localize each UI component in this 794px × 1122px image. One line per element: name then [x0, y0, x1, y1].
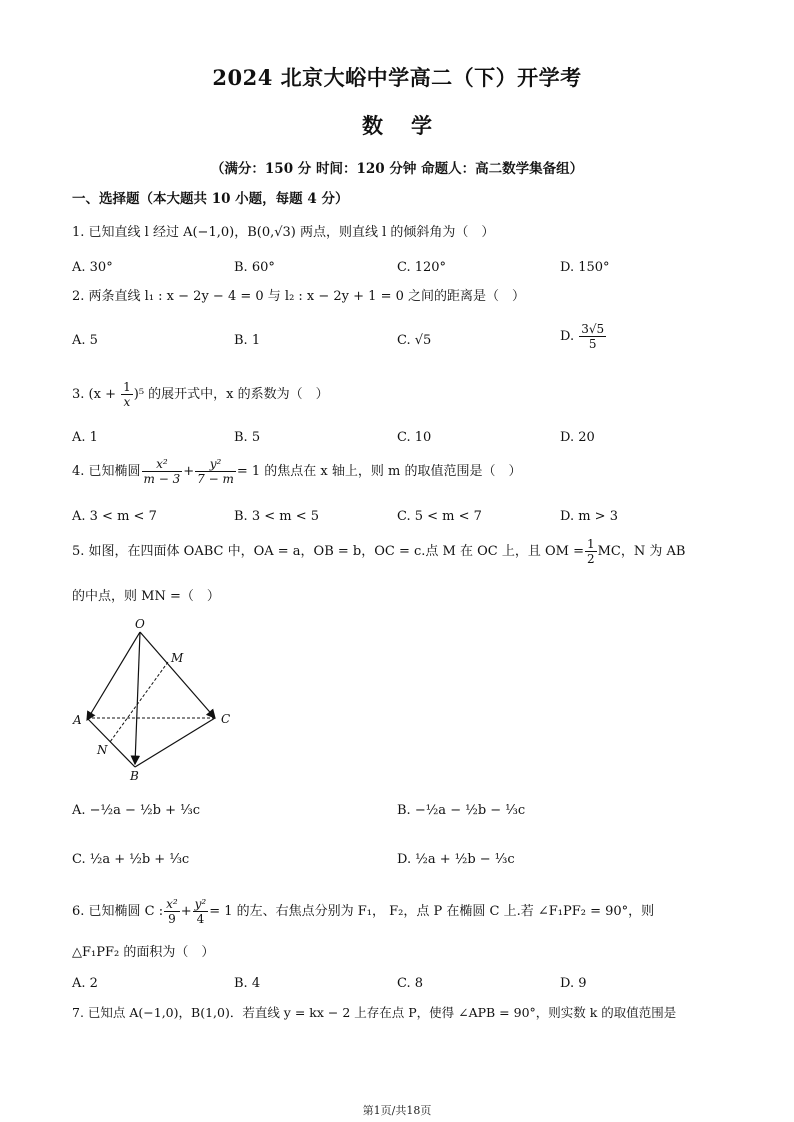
q6-plus: + [180, 904, 192, 919]
label-m: M [171, 651, 184, 665]
q4-fraction-1 [142, 457, 183, 486]
q2-option-d-label: D. [560, 329, 575, 344]
q4-option-c: C. 5 < m < 7 [397, 509, 482, 524]
q6-pre: 6. 已知椭圆 C : [72, 904, 164, 919]
q3-post: )⁵ 的展开式中，x 的系数为（ ） [133, 387, 329, 402]
edge-ob [135, 632, 140, 764]
q3-frac-num: 1 [123, 380, 131, 394]
edge-oa [87, 632, 140, 720]
q4-option-a: A. 3 < m < 7 [72, 509, 157, 524]
q5-option-a: A. −½a − ½b + ⅓c [72, 803, 201, 818]
exam-info: （满分：150 分 时间：120 分钟 命题人：高二数学集备组） [210, 161, 584, 177]
q5-half-num: 1 [586, 537, 595, 551]
q5-option-c: C. ½a + ½b + ⅓c [72, 852, 190, 867]
label-n: N [97, 743, 108, 757]
q4-f1-den: m − 3 [143, 472, 181, 486]
q6-f1-den: 9 [168, 912, 176, 926]
q3-fraction [121, 380, 133, 409]
q1-option-c: C. 120° [397, 260, 447, 275]
q6-option-b: B. 4 [234, 976, 261, 991]
q5-half [585, 537, 597, 566]
q6-f2-den: 4 [196, 912, 205, 926]
q2-d-denominator: 5 [588, 337, 597, 351]
question-3-stem [72, 380, 329, 409]
q6-post: = 1 的左、右焦点分别为 F₁， F₂，点 P 在椭圆 C 上.若 ∠F₁PF₂ = 90°，则 [209, 904, 655, 919]
q2-option-b: B. 1 [234, 333, 261, 348]
question-4-stem [72, 457, 521, 486]
subject-title: 数学 [362, 113, 460, 138]
q4-option-d: D. m > 3 [560, 509, 618, 524]
q4-plus: + [183, 464, 195, 479]
q5-stem-b: MC，N 为 AB [597, 544, 686, 559]
tetrahedron-figure [70, 612, 250, 784]
page-number: 第1页/共18页 [362, 1104, 432, 1117]
q3-option-c: C. 10 [397, 430, 432, 445]
q3-pre: 3. (x + [72, 387, 121, 402]
q5-option-b: B. −½a − ½b − ⅓c [397, 803, 526, 818]
section-heading: 一、选择题（本大题共 10 小题，每题 4 分） [72, 191, 349, 207]
q2-option-d-fraction [579, 322, 606, 351]
label-o: O [135, 617, 145, 631]
label-b: B [130, 769, 139, 783]
question-6-stem [72, 897, 654, 926]
q5-stem-a: 5. 如图，在四面体 OABC 中，OA = a，OB = b，OC = c.点 M 在 OC 上，且 OM = [72, 544, 584, 559]
label-c: C [221, 712, 231, 726]
q3-option-b: B. 5 [234, 430, 261, 445]
q4-pre: 4. 已知椭圆 [72, 464, 141, 479]
q3-option-d: D. 20 [560, 430, 595, 445]
question-5-stem [72, 537, 685, 566]
q4-fraction-2 [195, 457, 236, 486]
q6-option-a: A. 2 [72, 976, 98, 991]
q6-f2-num: y² [194, 897, 207, 911]
question-1-stem: 1. 已知直线 l 经过 A(−1,0)，B(0,√3) 两点，则直线 l 的倾斜角为（ ） [72, 225, 495, 240]
q2-d-numerator: 3√5 [581, 322, 605, 336]
label-a: A [73, 713, 82, 727]
q4-option-b: B. 3 < m < 5 [234, 509, 320, 524]
edge-oc [140, 632, 215, 718]
q6-option-d: D. 9 [560, 976, 587, 991]
q4-post: = 1 的焦点在 x 轴上，则 m 的取值范围是（ ） [236, 464, 522, 479]
q6-f1-num: x² [166, 897, 178, 911]
q4-f2-den: 7 − m [197, 472, 234, 486]
question-7-stem: 7. 已知点 A(−1,0)，B(1,0)．若直线 y = kx − 2 上存在点 P，使得 ∠APB = 90°，则实数 k 的取值范围是 [72, 1005, 677, 1020]
q3-option-a: A. 1 [72, 430, 98, 445]
q4-f2-num: y² [195, 457, 236, 472]
q3-frac-den: x [123, 395, 131, 409]
q2-option-a: A. 5 [72, 333, 98, 348]
edge-bc [135, 718, 215, 767]
q5-option-d: D. ½a + ½b − ⅓c [397, 852, 515, 867]
question-2-stem: 2. 两条直线 l₁ : x − 2y − 4 = 0 与 l₂ : x − 2y + 1 = 0 之间的距离是（ ） [72, 289, 526, 304]
question-6-stem-line2: △F₁PF₂ 的面积为（ ） [72, 945, 215, 960]
q4-f1-num: x² [142, 457, 183, 472]
q2-option-c: C. √5 [397, 333, 432, 348]
q5-half-den: 2 [586, 552, 595, 566]
exam-title: 2024 北京大峪中学高二（下）开学考 [212, 65, 582, 90]
edge-ab [87, 718, 135, 767]
q6-fraction-1 [164, 897, 180, 926]
q1-option-d: D. 150° [560, 260, 610, 275]
q6-option-c: C. 8 [397, 976, 424, 991]
q1-option-b: B. 60° [234, 260, 275, 275]
question-5-stem-line2: 的中点，则 MN =（ ） [72, 589, 220, 604]
q1-option-a: A. 30° [72, 260, 113, 275]
q2-option-d [560, 322, 607, 351]
q6-fraction-2 [193, 897, 209, 926]
